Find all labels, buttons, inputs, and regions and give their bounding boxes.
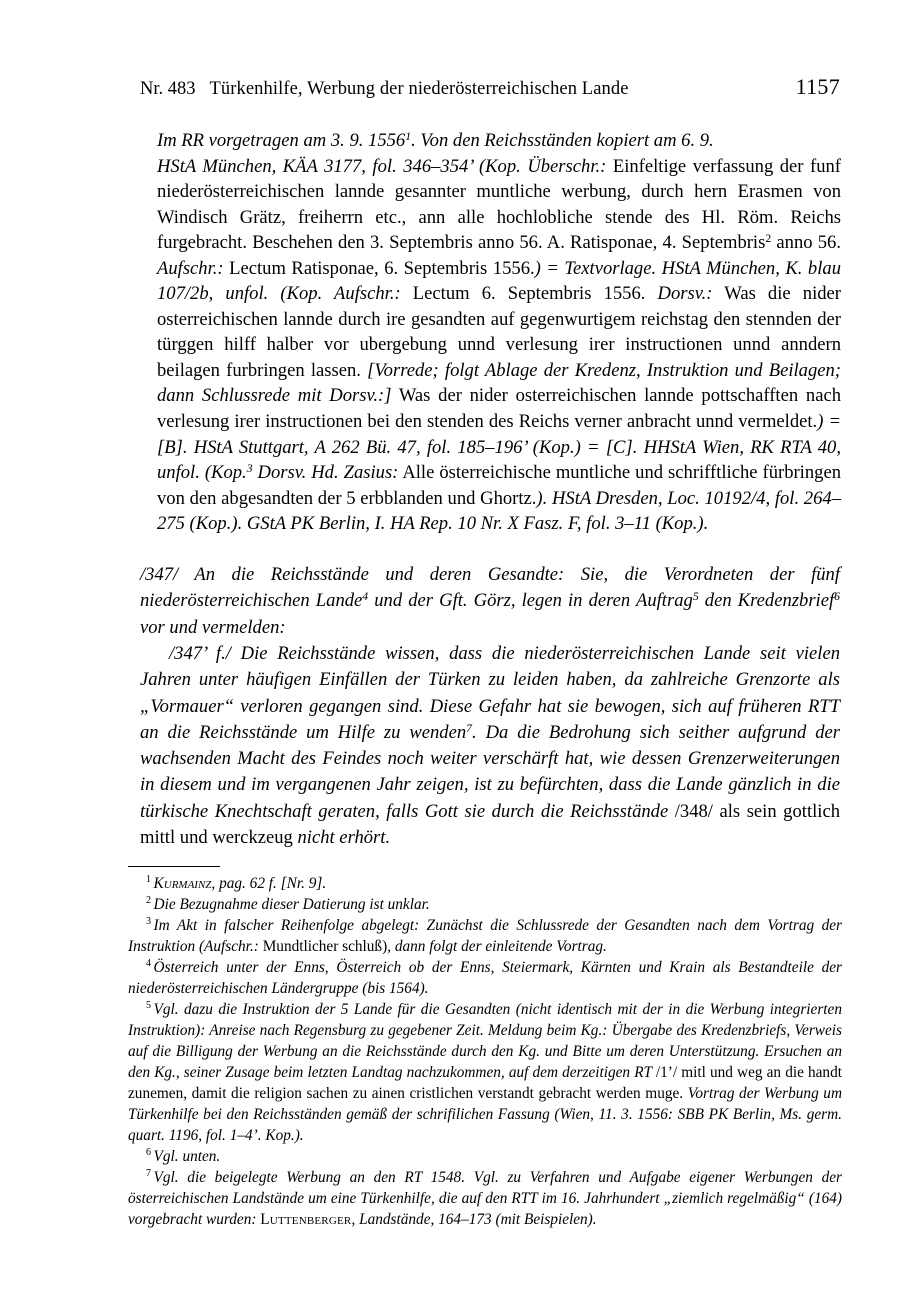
page-number: 1157 xyxy=(795,74,840,99)
footnote: $^4$ Österreich unter der Enns, Österreich ob der Enns, Steiermark, Kärnten und Krain als Bestandteile der niederösterreichischen Ländergruppe (bis 1564). xyxy=(128,958,842,997)
footnote: $^1$ Kurmainz, pag. 62 f. [Nr. 9]. xyxy=(146,874,327,892)
document-number: Nr. 483 xyxy=(140,79,196,99)
footnote: $^5$ Vgl. dazu die Instruktion der 5 Lande für die Gesandten (nicht identisch mit der in die Werbung integrierten Instruktion): Anreise nach Regensburg zu gegebener Zeit. Meldung beim Kg.: Übergabe des Kredenzbriefs, Verweis auf die Billigung der Werbung an die Reichsstände durch den Kg. und Bitte um deren Unterstützung. Ersuchen an den Kg., seiner Zusage beim letzten Landtag nachzukommen, auf dem derzeitigen RT /1’/ mitl und weg an die handt zunemen, damit die religion sachen zu ainen cristlichen verstandt gebracht werden muge. Vortrag der Werbung um Türkenhilfe bei den Reichsständen gemäß der schrifilichen Fassung (Wien, 11. 3. 1556: SBB PK Berlin, Ms. germ. quart. 1196, fol. 1–4’. Kop.). xyxy=(128,1000,843,1144)
footnote-marker: 5 xyxy=(146,1000,152,1012)
footnote: $^6$ Vgl. unten. xyxy=(146,1147,221,1165)
footnote-separator-rule xyxy=(128,866,220,867)
running-head-title: Türkenhilfe, Werbung der niederösterreichischen Lande xyxy=(209,79,629,99)
running-head xyxy=(140,74,840,100)
footnote: $^2$ Die Bezugnahme dieser Datierung ist unklar. xyxy=(146,895,430,913)
footnote: $^7$ Vgl. die beigelegte Werbung an den RT 1548. Vgl. zu Verfahren und Aufgabe eigener Werbungen der österreichischen Landstände um eine Türkenhilfe, die auf den RTT im 16. Jahrhundert „ziemlich regelmäßig“ (164) vorgebracht wurden: Luttenberger, Landstände, 164–173 (mit Beispielen). xyxy=(128,1168,842,1228)
footnote-marker: 2 xyxy=(146,895,152,907)
footnote-marker: 3 xyxy=(146,916,152,928)
footnote-marker: 7 xyxy=(146,1168,152,1180)
head-note: Im RR vorgetragen am 3. 9. 1556$^1$. Von den Reichsständen kopiert am 6. 9. HStA München, KÄA 3177, fol. 346–354’ (Kop. Überschr.: Einfeltige verfassung der funf niederösterreichischen lannde gesannter muntliche werbung, durch hern Erasmen von Windisch Grätz, freiherrn etc., ann alle hochlobliche stende des Hl. Röm. Reichs furgebracht. Beschehen den 3. Septembris anno 56. A. Ratisponae, 4. Septembris$^2$ anno 56. Aufschr.: Lectum Ratisponae, 6. Septembris 1556.) = Textvorlage. HStA München, K. blau 107/2b, unfol. (Kop. Aufschr.: Lectum 6. Septembris 1556. Dorsv.: Was die nider osterreichischen lannde durch ire gesandten auf gegenwurtigem reichstag den stennden der türggen hilff halber vor ubergebung unnd verlesung irer instructionen unnd anndern beilagen furbringen lassen. [Vorrede; folgt Ablage der Kredenz, Instruktion und Beilagen; dann Schlussrede mit Dorsv.:] Was der nider osterreichischen lannde pottschafften nach verlesung irer instructionen bei den stenden des Reichs verner anbracht unnd vermeldet.) = [B]. HStA Stuttgart, A 262 Bü. 47, fol. 185–196’ (Kop.) = [C]. HHStA Wien, RK RTA 40, unfol. (Kop.$^3$ Dorsv. Hd. Zasius: Alle österreichische muntliche und schrifftliche fürbringen von den abgesandten der 5 erbblanden und Ghortz.). HStA Dresden, Loc. 10192/4, fol. 264–275 (Kop.). GStA PK Berlin, I. HA Rep. 10 Nr. X Fasz. F, fol. 3–11 (Kop.). xyxy=(157,129,842,535)
footnote: $^3$ Im Akt in falscher Reihenfolge abgelegt: Zunächst die Schlussrede der Gesandten nach dem Vortrag der Instruktion (Aufschr.: Mundtlicher schluß), dann folgt der einleitende Vortrag. xyxy=(128,916,842,955)
regest-paragraph-1: /347/ An die Reichsstände und deren Gesandte: Sie, die Verordneten der fünf niederösterreichischen Lande$^4$ und der Gft. Görz, legen in deren Auftrag$^5$ den Kredenzbrief$^6$ vor und vermelden: xyxy=(140,564,840,638)
footnote-marker: 4 xyxy=(146,958,152,970)
footnote-apparatus xyxy=(128,873,842,1230)
running-head-left xyxy=(140,79,629,100)
regest-paragraph-2: /347’ f./ Die Reichsstände wissen, dass die niederösterreichischen Lande seit vielen Jahren unter häufigen Einfällen der Türken zu leiden haben, da zahlreiche Grenzorte als „Vormauer“ verloren gegangen sind. Diese Gefahr hat sie bewogen, sich auf früheren RTT an die Reichsstände um Hilfe zu wenden$^7$. Da die Bedrohung sich seither aufgrund der wachsenden Macht des Feindes noch weiter verschärft hat, wie dessen Grenzerweiterungen in diesem und im vergangenen Jahr zeigen, ist zu befürchten, dass die Lande gänzlich in die türkische Knechtschaft geraten, falls Gott sie durch die Reichsstände /348/ als sein gottlich mittl und werckzeug nicht erhört. xyxy=(140,643,841,849)
footnote-marker: 6 xyxy=(146,1147,152,1159)
footnote-marker: 1 xyxy=(146,874,152,886)
